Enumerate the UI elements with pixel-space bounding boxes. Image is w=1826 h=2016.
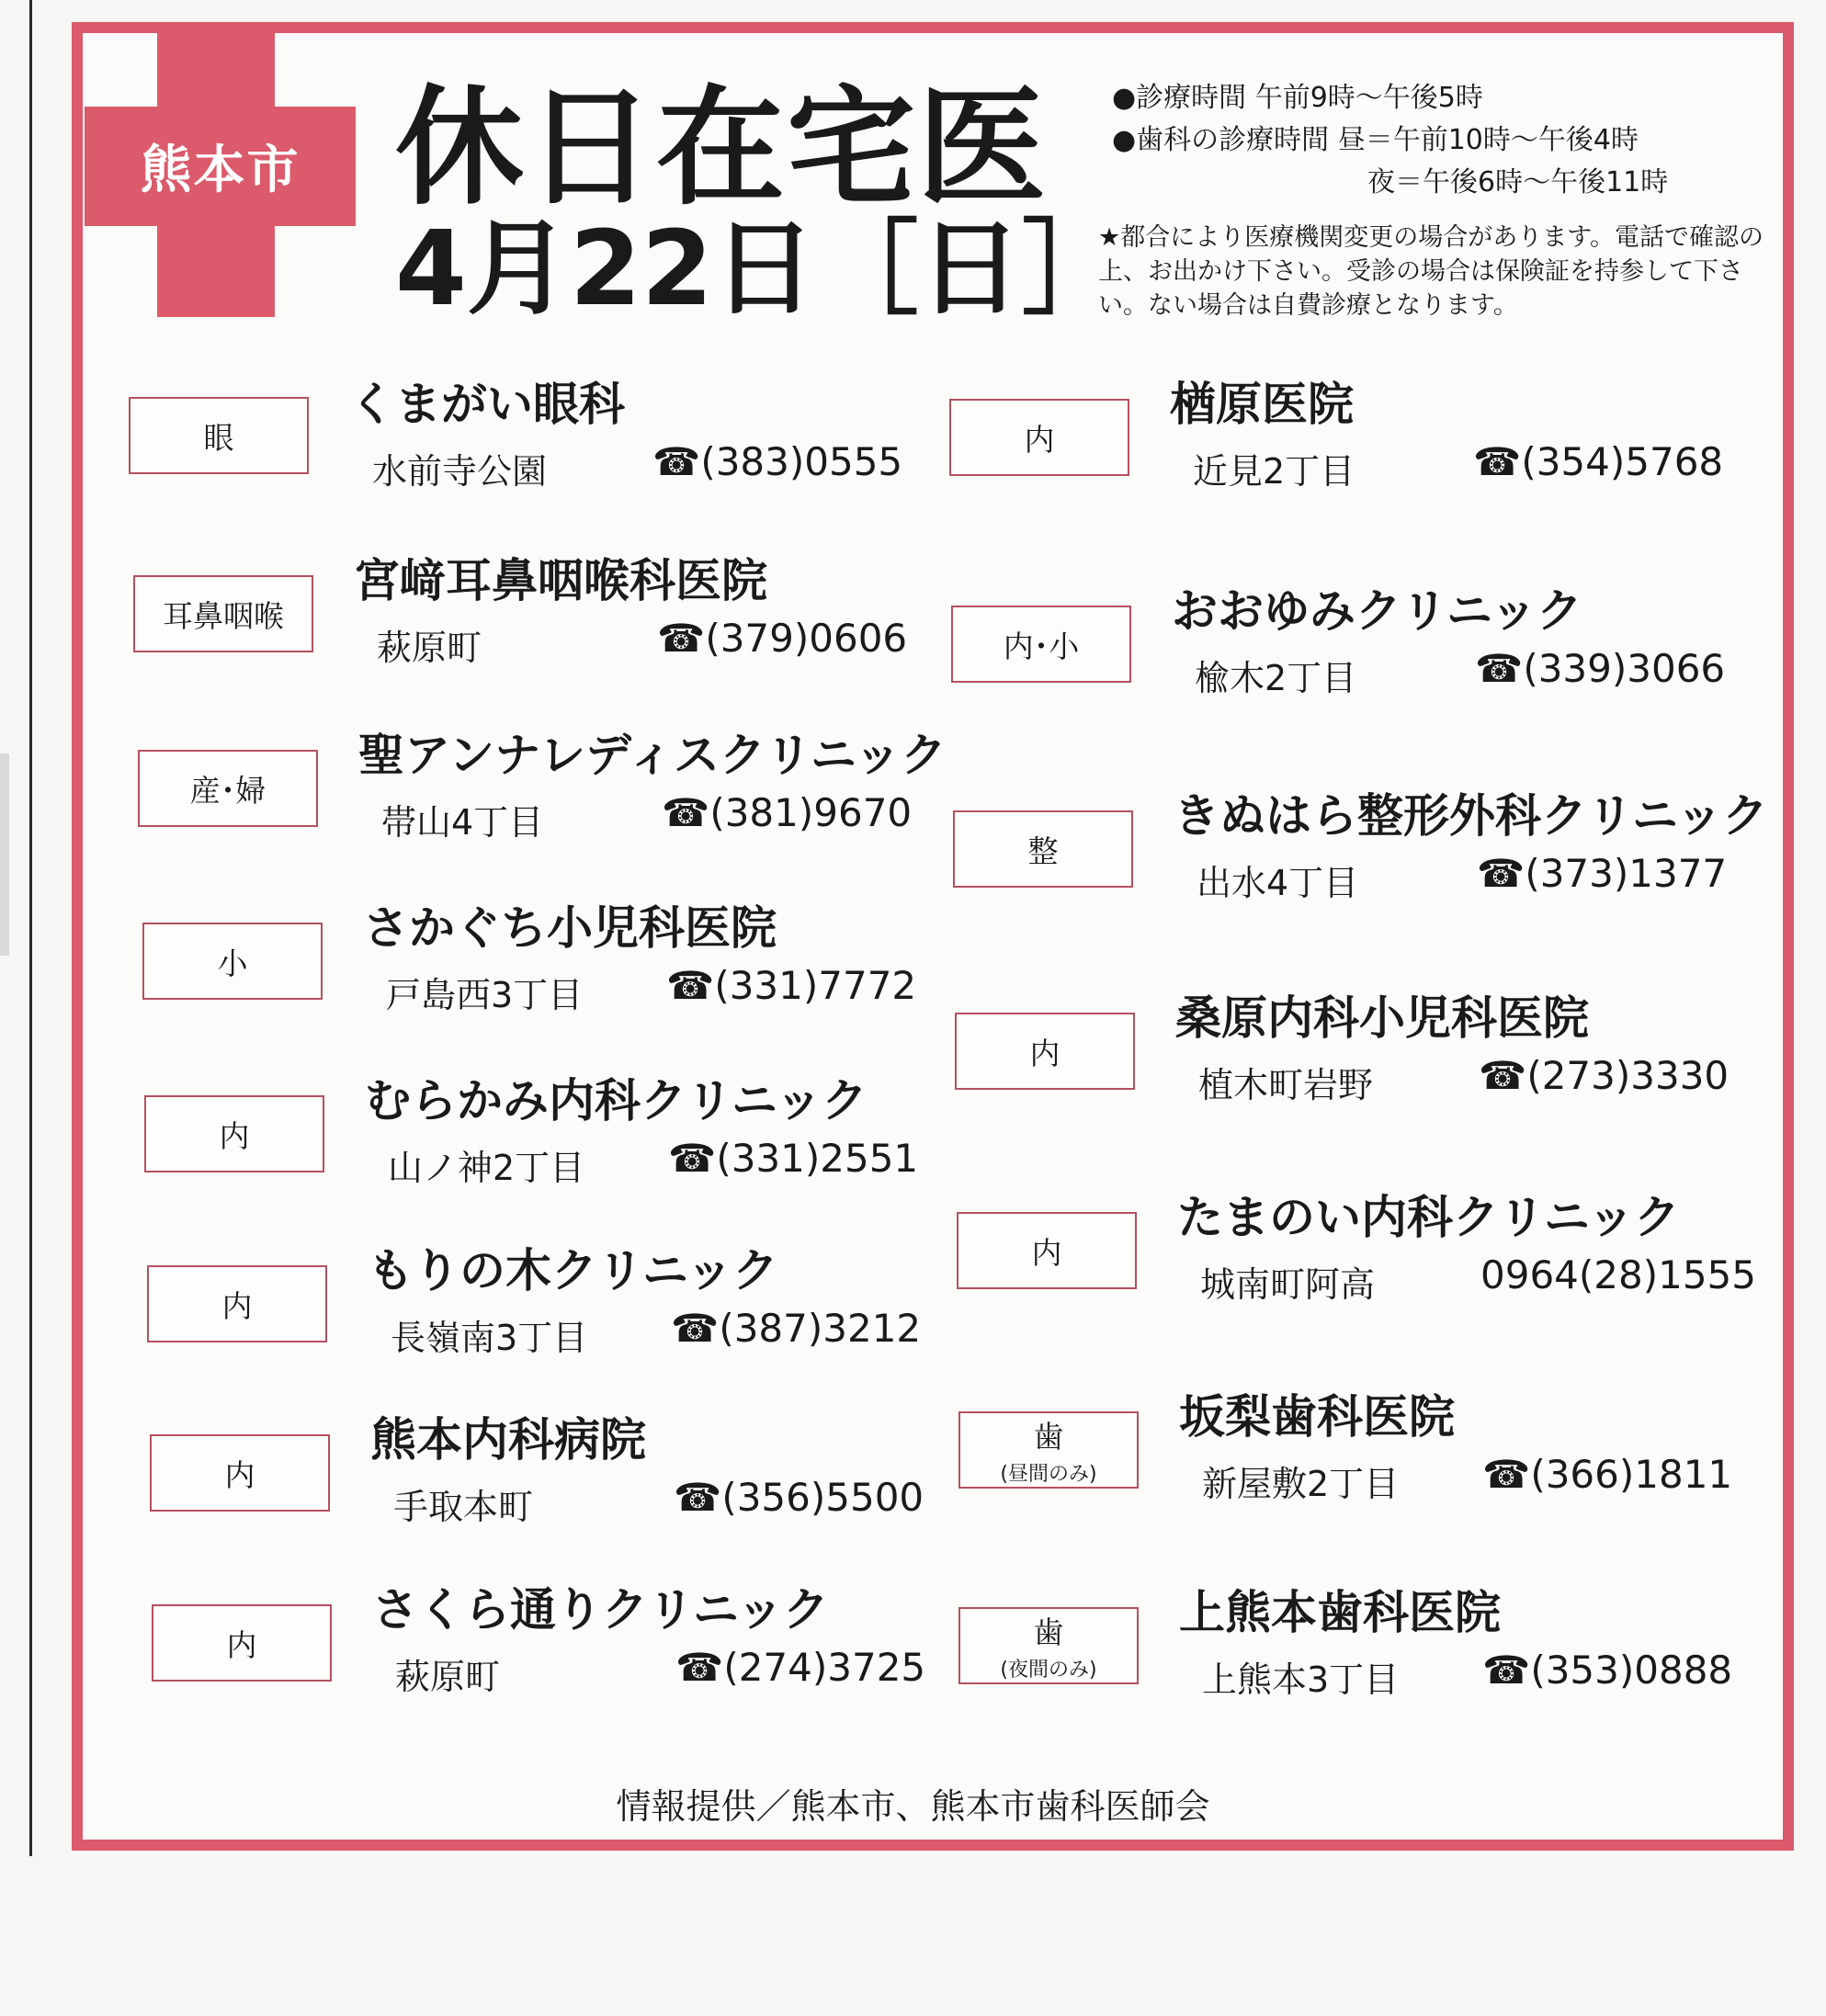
department-note: (夜間のみ) [1000, 1659, 1097, 1682]
clinic-phone: ☎(331)2551 [668, 1136, 919, 1181]
clinic-name: むらかみ内科クリニック [365, 1074, 868, 1127]
department-badge [949, 399, 1129, 476]
clinic-phone: ☎(366)1811 [1482, 1452, 1733, 1497]
clinic-phone: ☎(273)3330 [1479, 1053, 1730, 1098]
department-label: 眼 [203, 419, 234, 456]
clinic-phone: ☎(339)3066 [1475, 646, 1726, 691]
clinic-address: 手取本町 [393, 1487, 534, 1527]
clinic-name: 宮﨑耳鼻咽喉科医院 [354, 554, 767, 607]
clinic-address: 萩原町 [377, 628, 482, 668]
department-badge [129, 397, 309, 474]
department-badge [150, 1434, 330, 1512]
department-badge [951, 606, 1131, 683]
department-label: 小 [217, 945, 248, 981]
clinic-address: 萩原町 [395, 1657, 501, 1697]
clinic-name: 楢原医院 [1170, 378, 1354, 431]
department-badge [142, 923, 323, 1000]
department-badge [147, 1265, 327, 1342]
clinic-name: きぬはら整形外科クリニック [1174, 789, 1768, 843]
department-label: 耳鼻咽喉 [163, 597, 284, 634]
clinic-name: 坂梨歯科医院 [1179, 1390, 1455, 1444]
department-label: 内 [226, 1626, 257, 1663]
clinic-phone: ☎(379)0606 [657, 616, 908, 661]
clinic-phone: ☎(383)0555 [652, 439, 903, 484]
department-badge [957, 1212, 1137, 1289]
clinic-hours [1112, 77, 1668, 204]
clinic-address: 戸島西3丁目 [386, 975, 584, 1015]
department-badge [138, 750, 318, 827]
department-badge [955, 1013, 1135, 1090]
clinic-name: 桑原内科小児科医院 [1175, 991, 1589, 1045]
department-label: 内 [224, 1456, 255, 1493]
clinic-name: たまのい内科クリニック [1177, 1191, 1680, 1244]
clinic-name: もりの木クリニック [368, 1244, 778, 1297]
city-label: 熊本市 [140, 141, 301, 200]
department-label: 内 [219, 1117, 250, 1154]
department-label: 産･婦 [189, 772, 267, 809]
department-label: 内 [1031, 1234, 1062, 1271]
date-heading: 4月22日［日］ [395, 210, 1125, 329]
clinic-address: 出水4丁目 [1197, 863, 1359, 903]
clinic-phone: ☎(381)9670 [662, 790, 913, 835]
department-badge [144, 1095, 324, 1172]
page-title: 休日在宅医 [395, 74, 1049, 223]
clinic-phone: ☎(356)5500 [674, 1475, 924, 1520]
clinic-address: 新屋敷2丁目 [1202, 1464, 1400, 1504]
hours-line-2: ●歯科の診療時間 昼＝午前10時〜午後4時 [1112, 124, 1639, 156]
department-label: 内 [1024, 421, 1055, 458]
clinic-name: さくら通りクリニック [372, 1583, 829, 1637]
clinic-address: 近見2丁目 [1193, 451, 1355, 492]
clinic-phone: 0964(28)1555 [1480, 1252, 1756, 1297]
page-edge-shade [0, 753, 9, 956]
department-label: 歯 [1033, 1419, 1064, 1455]
clinic-name: 上熊本歯科医院 [1179, 1586, 1501, 1639]
hours-line-1: ●診療時間 午前9時〜午後5時 [1112, 82, 1483, 114]
clinic-address: 長嶺南3丁目 [391, 1318, 588, 1358]
info-credit: 情報提供／熊本市、熊本市歯科医師会 [616, 1786, 1210, 1827]
clinic-address: 楡木2丁目 [1195, 658, 1357, 698]
notice-text: ★都合により医療機関変更の場合があります。電話で確認の上、お出かけ下さい。受診の場合は保険証を持参して下さい。ない場合は自費診療となります。 [1098, 223, 1764, 320]
clinic-name: さかぐち小児科医院 [363, 901, 777, 955]
clinic-address: 山ノ神2丁目 [388, 1148, 585, 1188]
clinic-address: 水前寺公園 [372, 451, 548, 492]
clinic-address: 帯山4丁目 [381, 802, 544, 843]
department-note: (昼間のみ) [1000, 1463, 1097, 1486]
department-label: 整 [1027, 832, 1059, 869]
clinic-name: くまがい眼科 [349, 378, 625, 431]
clinic-name: 聖アンナレディスクリニック [358, 729, 947, 782]
department-label: 歯 [1033, 1614, 1064, 1650]
clinic-address: 植木町岩野 [1198, 1065, 1374, 1105]
clinic-phone: ☎(387)3212 [671, 1306, 922, 1351]
clinic-phone: ☎(274)3725 [675, 1645, 926, 1690]
clinic-phone: ☎(331)7772 [666, 963, 917, 1008]
clinic-name: おおゆみクリニック [1172, 584, 1582, 638]
department-badge [958, 1411, 1139, 1489]
department-badge [958, 1607, 1139, 1684]
clinic-phone: ☎(354)5768 [1473, 439, 1724, 484]
department-badge [953, 810, 1133, 888]
clinic-phone: ☎(353)0888 [1482, 1648, 1733, 1693]
department-badge [152, 1604, 332, 1682]
department-label: 内･小 [1003, 628, 1080, 664]
hours-line-3: 夜＝午後6時〜午後11時 [1367, 166, 1669, 198]
clinic-address: 上熊本3丁目 [1202, 1659, 1400, 1700]
clinic-name: 熊本内科病院 [370, 1413, 646, 1467]
clinic-phone: ☎(373)1377 [1477, 851, 1728, 896]
department-label: 内 [1029, 1035, 1060, 1071]
department-label: 内 [221, 1287, 253, 1324]
department-badge [133, 575, 313, 652]
page-edge-line [29, 0, 32, 1856]
clinic-address: 城南町阿高 [1200, 1264, 1376, 1305]
